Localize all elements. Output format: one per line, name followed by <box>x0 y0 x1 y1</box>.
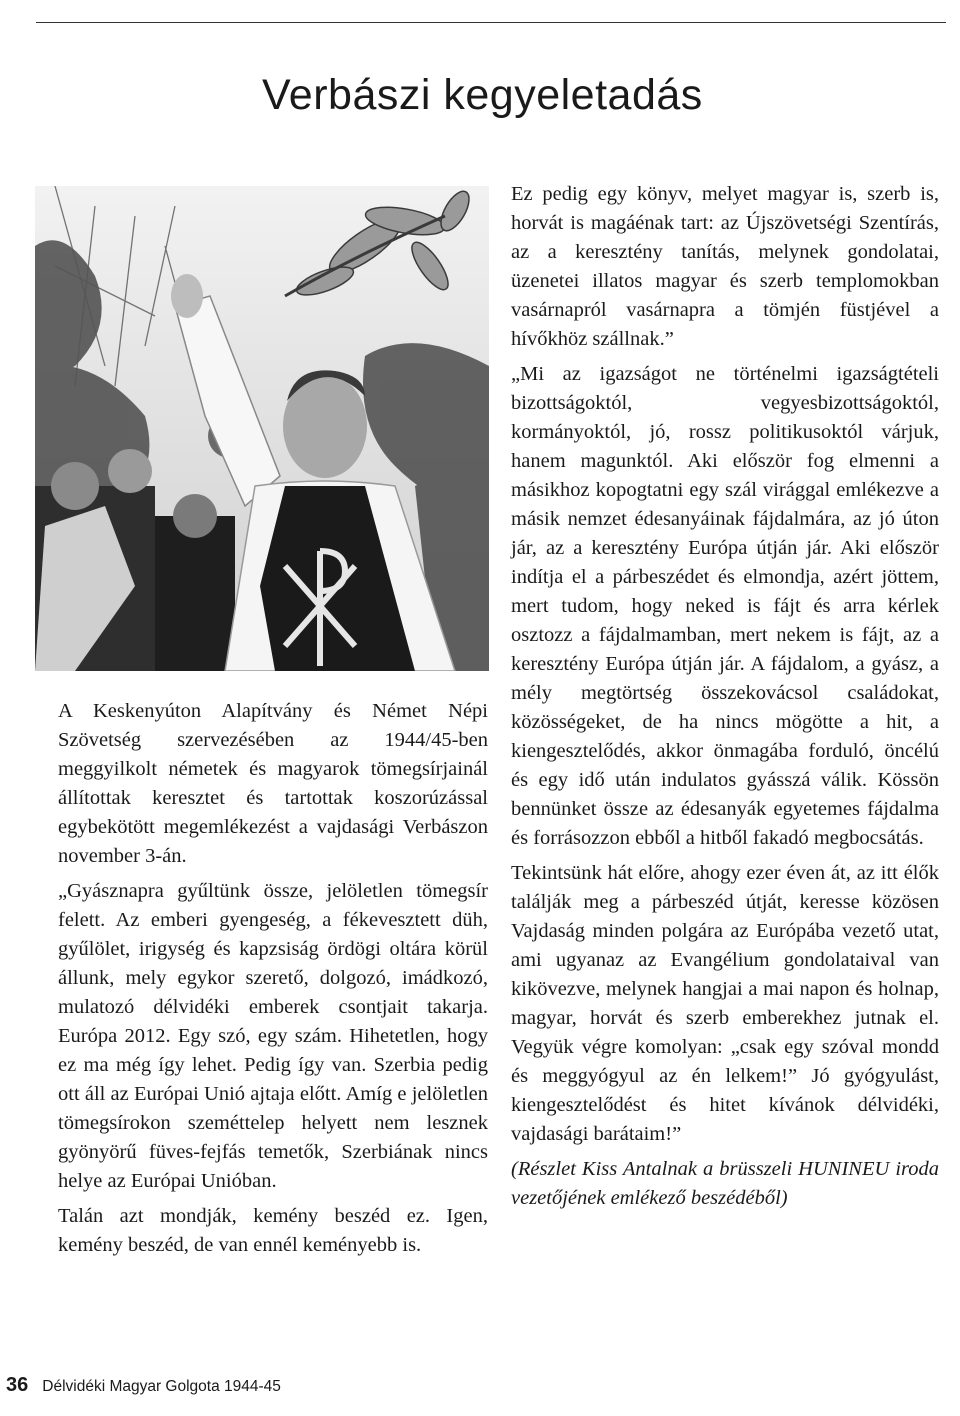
paragraph: A Keskenyúton Alapítvány és Német Népi Szövetség szervezésében az 1944/45-ben meggyilkolt németek és magyarok tömegsírjainál állítottak keresztet és tartottak koszorúzással egybekötött megemlékezést a vajdasági Verbászon november 3-án. <box>58 700 488 867</box>
page-number: 36 <box>6 1374 29 1396</box>
paragraph: „Gyásznapra gyűltünk össze, jelöletlen tömegsír felett. Az emberi gyengeség, a fékevesztett düh, gyűlölet, irigység és kapzsiság ördögi oltára körül állunk, mely egykor szerető, dolgozó, imádkozó, mulatozó délvidéki emberek csontjait takarja. Európa 2012. Egy szó, egy szám. Hihetetlen, hogy ez ma még így lehet. Pedig így van. Szerbia pedig ott áll az Európai Unió ajtaja előtt. Amíg e jelöletlen tömegsírokon szeméttelep helyett nem lesznek gyönyörű füves-fejfás temetők, Szerbiának nincs helye az Európai Unióban. <box>58 880 488 1192</box>
page-title: Verbászi kegyeletadás <box>262 71 703 119</box>
photo-priest-blessing <box>35 186 489 671</box>
paragraph: „Mi az igazságot ne történelmi igazságtételi bizottságoktól, vegyesbizottságoktól, kormányoktól, jó, rossz politikusoktól várjuk, hanem magunktól. Aki először fog elmenni a másikhoz kopogtatni egy szál virággal emlékezve a másik nemzet édesanyáinak fájdalmára, az jó úton jár, az a keresztény Európa útján jár. Aki először indítja el a párbeszédet és elmondja, azért jöttem, mert tudom, hogy neked is fájt és arra kérlek osztozz a fájdalmamban, mert nekem is fájt, az a keresztény Európa útján jár. A fájdalom, a gyász, a mély megtörtség összekovácsol családokat, közösségeket, de ha nincs mögötte a hit, a kiengesztelődés, akkor önmagába forduló, öncélú és egy idő után indulatos gyásszá válik. Kössön bennünket össze az édesanyák egyetemes fájdalma és forrásozzon ebből a hitből fakadó megbocsátás. <box>511 363 939 849</box>
paragraph: Ez pedig egy könyv, melyet magyar is, szerb is, horvát is magáénak tart: az Újszövetségi Szentírás, az a keresztény tanítás, melynek gondolatai, üzenetei illatos magyar és szerb templomokban vasárnapról vasárnapra a tömjén füstjével a hívőkhöz szállnak.” <box>511 183 939 350</box>
photo-image <box>35 186 489 671</box>
paragraph: Tekintsünk hát előre, ahogy ezer éven át, az itt élők találják meg a párbeszéd útját, keresse közösen Vajdaság minden polgára az Európába vezető utat, ami ugyanaz az Evangélium gondolataival van kikövezve, melynek hangjai a mai napon és holnap, magyar, horvát és szerb emberekhez jutnak el. Vegyük végre komolyan: „csak egy szóval mondd és meggyógyul az én lelkem!” Jó gyógyulást, kiengesztelődést és hitet kívánok délvidéki, vajdasági barátaim!” <box>511 862 939 1145</box>
right-column <box>511 180 939 1213</box>
top-rule <box>36 22 946 23</box>
publication-name: Délvidéki Magyar Golgota 1944-45 <box>42 1378 281 1395</box>
source-note: (Részlet Kiss Antalnak a brüsszeli HUNINEU iroda vezetőjének emlékező beszédéből) <box>511 1158 939 1209</box>
left-column <box>58 697 488 1260</box>
paragraph: Talán azt mondják, kemény beszéd ez. Igen, kemény beszéd, de van ennél keményebb is. <box>58 1205 488 1256</box>
page-footer <box>6 1374 281 1397</box>
